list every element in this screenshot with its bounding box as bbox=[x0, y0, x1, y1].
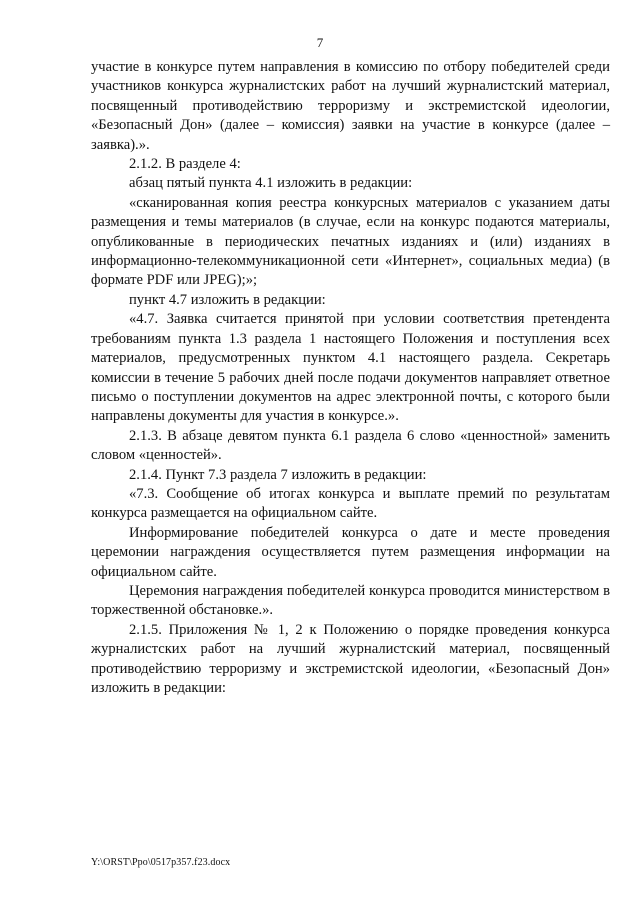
paragraph: пункт 4.7 изложить в редакции: bbox=[129, 291, 326, 308]
paragraph: Информирование победителей конкурса о дате и месте проведения церемонии награждения осуществляется путем размещения информации на официальном сайте. bbox=[91, 524, 610, 580]
paragraph: 2.1.3. В абзаце девятом пункта 6.1 раздела 6 слово «ценностной» заменить словом «ценностей». bbox=[91, 427, 610, 464]
footer-file-path: Y:\ORST\Ppo\0517p357.f23.docx bbox=[91, 857, 231, 868]
paragraph: Церемония награждения победителей конкурса проводится министерством в торжественной обстановке.». bbox=[91, 582, 610, 619]
paragraph: 2.1.2. В разделе 4: bbox=[129, 156, 241, 173]
paragraph: «сканированная копия реестра конкурсных материалов с указанием даты размещения и темы материалов (в случае, если на конкурс подаются материалы, опубликованные в периодических печатных изданиях и (или) изданиях в информационно-телекоммуникационной сети «Интернет», социальных медиа) (в формате PDF или JPEG);»; bbox=[91, 194, 610, 289]
paragraph: «4.7. Заявка считается принятой при условии соответствия претендента требованиям пункта 1.3 раздела 1 настоящего Положения и поступления всех материалов, предусмотренных пунктом 4.1 настоящего раздела. Секретарь комиссии в течение 5 рабочих дней после подачи документов направляет ответное письмо о поступлении документов на адрес электронной почты, с которого были направлены документы для участия в конкурсе.». bbox=[91, 311, 610, 425]
paragraph: абзац пятый пункта 4.1 изложить в редакции: bbox=[129, 175, 413, 192]
paragraph: 2.1.5. Приложения № 1, 2 к Положению о порядке проведения конкурса журналистских работ на лучший журналистский материал, посвященный противодействию терроризму и экстремистской идеологии, «Безопасный Дон» изложить в редакции: bbox=[91, 621, 610, 696]
paragraph: «7.3. Сообщение об итогах конкурса и выплате премий по результатам конкурса размещается на официальном сайте. bbox=[91, 485, 610, 522]
document-body bbox=[91, 58, 610, 698]
page-number: 7 bbox=[316, 35, 324, 50]
paragraph: участие в конкурсе путем направления в комиссию по отбору победителей среди участников конкурса журналистских работ на лучший журналистский материал, посвященный противодействию терроризму и экстремистской идеологии, «Безопасный Дон» (далее – комиссия) заявки на участие в конкурсе (далее – заявка).». bbox=[91, 59, 610, 153]
paragraph: 2.1.4. Пункт 7.3 раздела 7 изложить в редакции: bbox=[129, 466, 427, 483]
